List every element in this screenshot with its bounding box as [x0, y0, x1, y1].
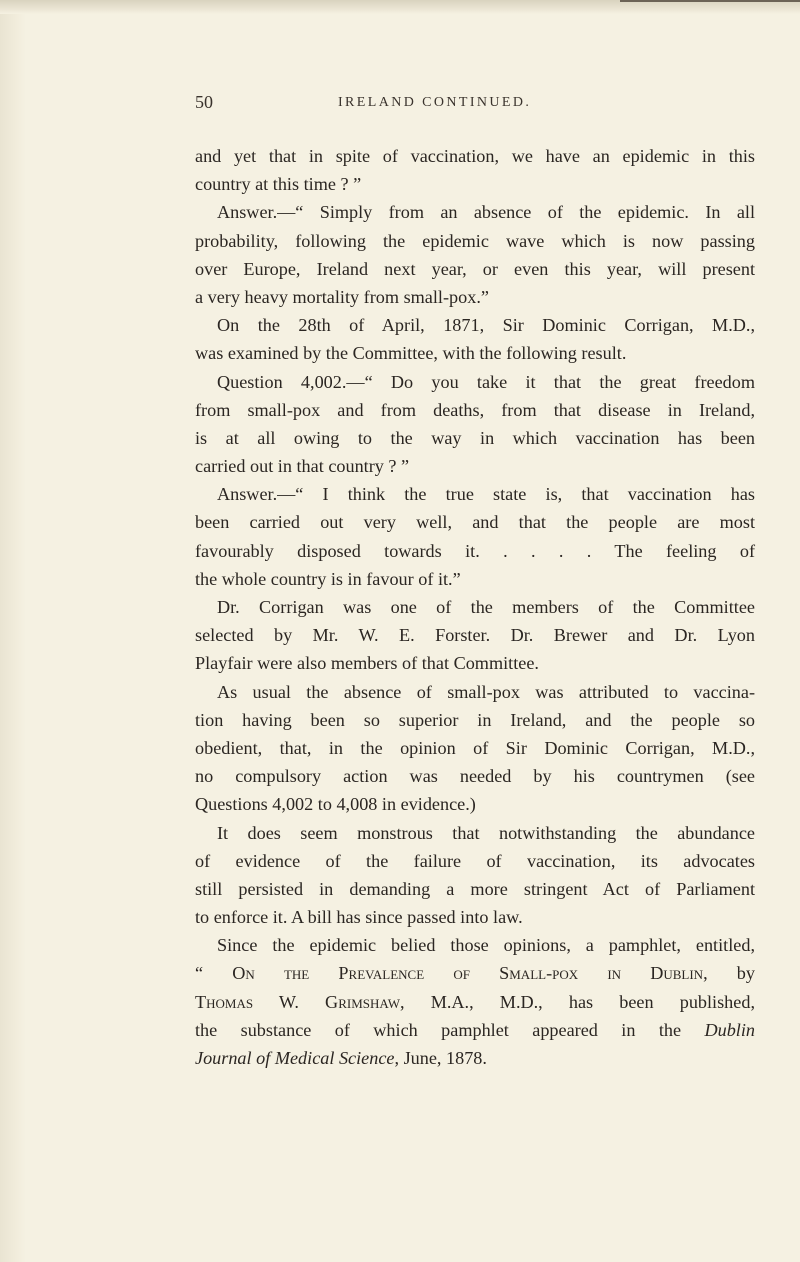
- text-line: of evidence of the failure of vaccination, its advocates: [195, 850, 755, 871]
- text-line: from small-pox and from deaths, from that disease in Ireland,: [195, 399, 755, 420]
- running-header: [195, 89, 755, 115]
- text-line: selected by Mr. W. E. Forster. Dr. Brewer and Dr. Lyon: [195, 625, 755, 646]
- text-line: over Europe, Ireland next year, or even this year, will present: [195, 258, 755, 279]
- text-line: probability, following the epidemic wave which is now passing: [195, 230, 755, 251]
- text-fragment: , June, 1878.: [394, 1048, 487, 1068]
- page-number: 50: [195, 92, 213, 112]
- text-line: a very heavy mortality from small-pox.”: [195, 286, 489, 307]
- journal-title: Journal of Medical Science: [195, 1048, 395, 1068]
- scan-border-line: [620, 0, 800, 2]
- text-line: tion having been so superior in Ireland, and the people so: [195, 709, 755, 730]
- text-line: no compulsory action was needed by his countrymen (see: [195, 766, 755, 787]
- text-line: to enforce it. A bill has since passed into law.: [195, 907, 523, 928]
- text-line: Dr. Corrigan was one of the members of the Committee: [217, 597, 755, 617]
- text-fragment: the substance of which pamphlet appeared in the: [195, 1019, 682, 1040]
- pamphlet-title: On the Prevalence of Small-pox in Dublin: [232, 963, 704, 984]
- text-line: been carried out very well, and that the people are most: [195, 512, 755, 533]
- text-line: Answer.—“ I think the true state is, that vaccination has: [217, 484, 755, 505]
- body-text: [195, 142, 755, 1072]
- text-line: Playfair were also members of that Committee.: [195, 653, 539, 674]
- text-fragment: , M.A., M.D., has been published,: [400, 991, 755, 1012]
- text-line: [195, 988, 755, 1016]
- text-line: Questions 4,002 to 4,008 in evidence.): [195, 794, 476, 815]
- text-line: [195, 1044, 755, 1072]
- text-line: carried out in that country ? ”: [195, 456, 410, 477]
- text-line: Answer.—“ Simply from an absence of the epidemic. In all: [217, 202, 755, 223]
- text-line: Question 4,002.—“ Do you take it that the great freedom: [217, 371, 755, 392]
- text-line: the whole country is in favour of it.”: [195, 568, 461, 589]
- text-line: was examined by the Committee, with the following result.: [195, 343, 627, 364]
- text-line: As usual the absence of small-pox was attributed to vaccina-: [217, 681, 755, 702]
- text-line: On the 28th of April, 1871, Sir Dominic Corrigan, M.D.,: [217, 315, 755, 336]
- page-scan-edge-top: [0, 0, 800, 14]
- text-line: still persisted in demanding a more stringent Act of Parliament: [195, 878, 755, 899]
- text-line: [195, 959, 755, 987]
- text-line: country at this time ? ”: [195, 174, 362, 195]
- open-quote: “: [195, 963, 204, 984]
- text-line: Since the epidemic belied those opinions, a pamphlet, entitled,: [217, 935, 755, 956]
- author-name: Thomas W. Grimshaw: [195, 991, 400, 1012]
- text-line: It does seem monstrous that notwithstanding the abundance: [217, 822, 755, 843]
- running-title: IRELAND CONTINUED.: [338, 95, 532, 110]
- text-line: and yet that in spite of vaccination, we have an epidemic in this: [195, 146, 755, 166]
- text-line: [195, 1016, 755, 1044]
- text-line: is at all owing to the way in which vaccination has been: [195, 427, 755, 448]
- text-line: obedient, that, in the opinion of Sir Dominic Corrigan, M.D.,: [195, 737, 755, 758]
- text-line: favourably disposed towards it. . . . . The feeling of: [195, 540, 755, 561]
- page-scan-edge-left: [0, 0, 26, 1262]
- text-fragment: , by: [703, 963, 755, 984]
- journal-title-part: Dublin: [704, 1019, 756, 1040]
